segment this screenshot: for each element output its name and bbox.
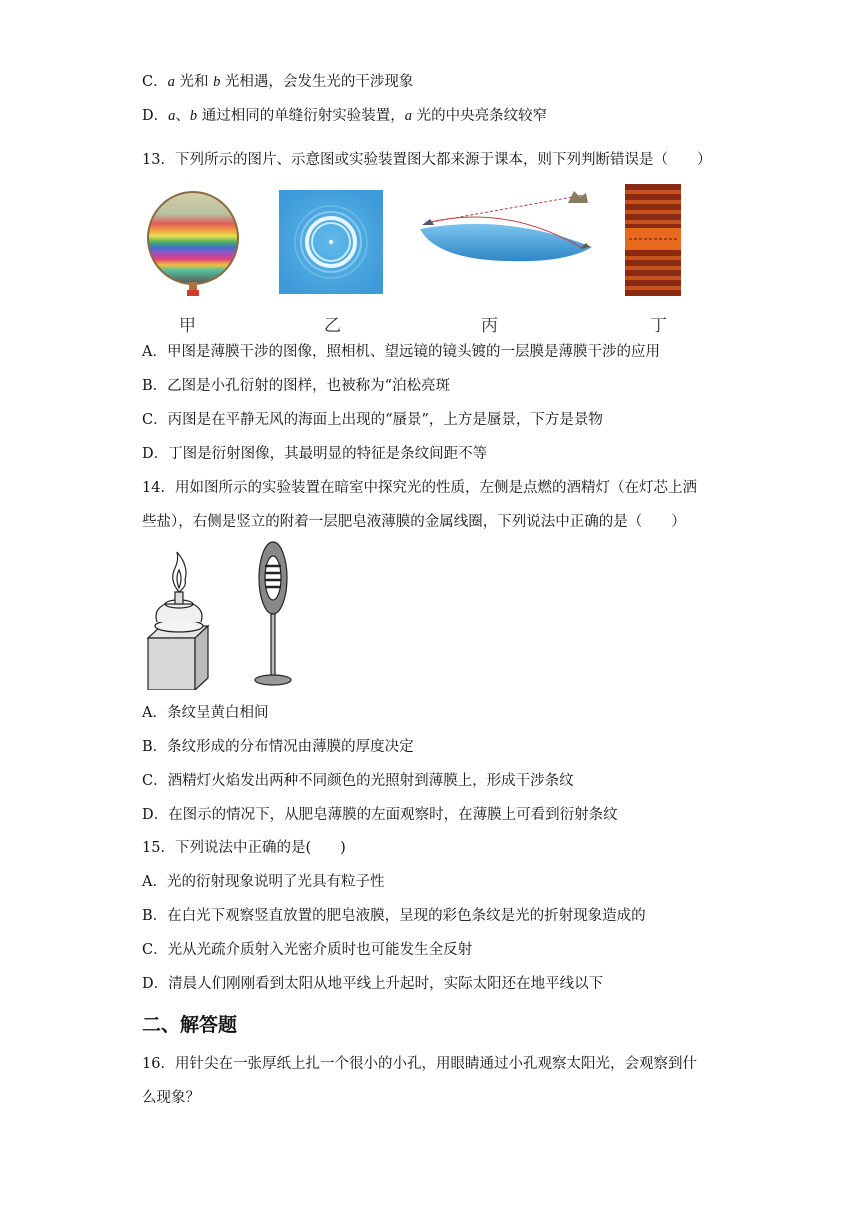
mirage-diagram xyxy=(416,183,596,263)
q13-option-a: A．甲图是薄膜干涉的图像，照相机、望远镜的镜头镀的一层膜是薄膜干涉的应用 xyxy=(142,344,660,360)
q16-stem-line1: 16．用针尖在一张厚纸上扎一个很小的小孔，用眼睛通过小孔观察太阳光，会观察到什 xyxy=(142,1056,697,1072)
q14-option-d: D．在图示的情况下，从肥皂薄膜的左面观察时，在薄膜上可看到衍射条纹 xyxy=(142,807,618,823)
q15-option-c: C．光从光疏介质射入光密介质时也可能发生全反射 xyxy=(142,942,473,958)
q14-option-b: B．条纹形成的分布情况由薄膜的厚度决定 xyxy=(142,739,414,755)
caption-jia: 甲 xyxy=(179,316,196,336)
q15-option-a: A．光的衍射现象说明了光具有粒子性 xyxy=(142,874,385,890)
thin-film-interference-image xyxy=(145,190,241,298)
q14-stem-line2: 些盐），右侧是竖立的附着一层肥皂液薄膜的金属线圈，下列说法中正确的是（ ） xyxy=(142,514,686,530)
diffraction-fringes-image xyxy=(625,184,681,296)
q14-option-c: C．酒精灯火焰发出两种不同颜色的光照射到薄膜上，形成干涉条纹 xyxy=(142,773,574,789)
caption-ding: 丁 xyxy=(650,316,667,336)
q14-stem-line1: 14．用如图所示的实验装置在暗室中探究光的性质，左侧是点燃的酒精灯（在灯芯上洒 xyxy=(142,480,697,496)
q13-stem: 13．下列所示的图片、示意图或实验装置图大都来源于课本，则下列判断错误是（ ） xyxy=(142,152,712,168)
poisson-spot-image xyxy=(279,190,383,294)
q15-option-d: D．清晨人们刚刚看到太阳从地平线上升起时，实际太阳还在地平线以下 xyxy=(142,976,604,992)
q14-option-a: A．条纹呈黄白相间 xyxy=(142,705,269,721)
q15-option-b: B．在白光下观察竖直放置的肥皂液膜，呈现的彩色条纹是光的折射现象造成的 xyxy=(142,908,646,924)
alcohol-lamp-soap-film-diagram xyxy=(145,540,305,690)
q13-option-b: B．乙图是小孔衍射的图样，也被称为“泊松亮斑 xyxy=(142,378,451,394)
caption-bing: 丙 xyxy=(481,316,498,336)
q13-option-d: D．丁图是衍射图像，其最明显的特征是条纹间距不等 xyxy=(142,446,488,462)
q12-option-d: D．a、b 通过相同的单缝衍射实验装置，a 光的中央亮条纹较窄 xyxy=(142,108,548,124)
q16-stem-line2: 么现象？ xyxy=(142,1090,200,1106)
q15-stem: 15．下列说法中正确的是( ) xyxy=(142,840,346,856)
section-title: 二、解答题 xyxy=(142,1014,238,1036)
q12-option-c: C．a 光和 b 光相遇，会发生光的干涉现象 xyxy=(142,74,414,90)
q13-option-c: C．丙图是在平静无风的海面上出现的“蜃景”，上方是蜃景，下方是景物 xyxy=(142,412,603,428)
caption-yi: 乙 xyxy=(324,316,341,336)
